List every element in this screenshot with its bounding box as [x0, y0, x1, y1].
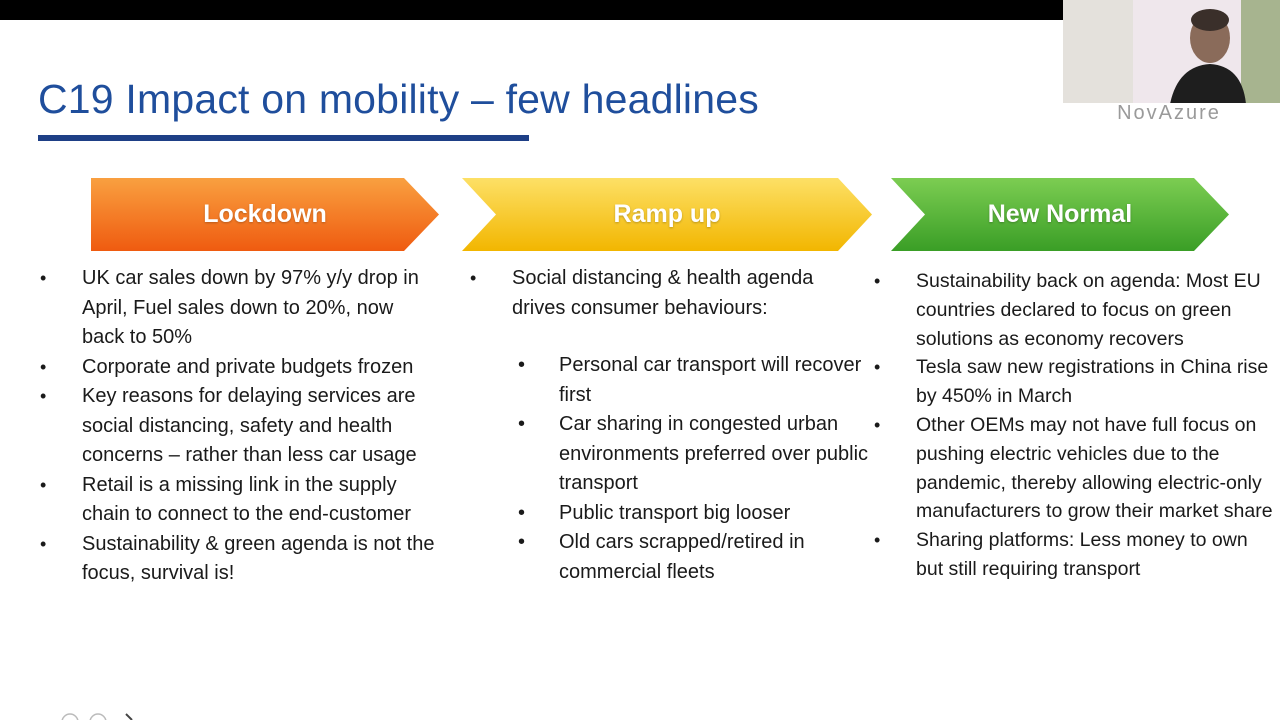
ramp-up-sub-bullet-list: [470, 351, 870, 587]
phase-label-new-normal: New Normal: [987, 200, 1133, 228]
webcam-wall: [1063, 0, 1143, 103]
list-item: • Corporate and private budgets frozen: [40, 353, 435, 383]
new-normal-bullet-list: [874, 267, 1274, 584]
list-item: [470, 410, 870, 499]
slide-title: C19 Impact on mobility – few headlines: [38, 76, 759, 122]
list-item: • Sustainability & green agenda is not the focus, survival is!: [40, 530, 435, 589]
phase-arrow-lockdown: [91, 178, 439, 251]
webcam-window: [1241, 0, 1280, 103]
list-item-intro: [470, 264, 870, 323]
lockdown-bullet-list: [40, 264, 435, 589]
list-item: • UK car sales down by 97% y/y drop in April, Fuel sales down to 20%, now back to 50%: [40, 264, 435, 353]
list-item: • Key reasons for delaying services are social distancing, safety and health concerns – rather than less car usage: [40, 382, 435, 471]
webcam-video-thumbnail[interactable]: [1063, 0, 1280, 103]
presenter-icon: [1168, 8, 1246, 103]
bullet-icon: •: [518, 531, 526, 553]
intro-text: Social distancing & health agenda drives consumer behaviours:: [512, 267, 814, 319]
phase-arrow-new-normal: [891, 178, 1229, 251]
phase-arrow-ramp-up: [462, 178, 872, 251]
brand-logo-text: NovAzure: [1117, 102, 1221, 124]
list-item: • Other OEMs may not have full focus on pushing electric vehicles due to the pandemic, thereby allowing electric-only manufacturers to grow their market share: [874, 411, 1274, 526]
ramp-up-bullet-list: [470, 264, 870, 323]
bullet-icon: •: [518, 501, 526, 524]
list-item: • Tesla saw new registrations in China rise by 450% in March: [874, 353, 1274, 411]
zoom-tool-icon: [90, 714, 106, 720]
list-item: • Sharing platforms: Less money to own but still requiring transport: [874, 526, 1274, 584]
phase-label-lockdown: Lockdown: [203, 200, 327, 228]
slide-toolbar[interactable]: [0, 708, 160, 720]
list-item: • Retail is a missing link in the supply chain to connect to the end-customer: [40, 471, 435, 530]
list-item: [470, 499, 870, 529]
next-arrow-icon: [126, 714, 132, 720]
list-item: [470, 528, 870, 587]
bullet-icon: •: [518, 413, 526, 435]
list-item-text: Public transport big looser: [559, 501, 791, 524]
list-item: [470, 351, 870, 410]
phase-label-ramp-up: Ramp up: [613, 200, 721, 228]
list-item-text: Personal car transport will recover first: [559, 354, 862, 406]
list-item: • Sustainability back on agenda: Most EU countries declared to focus on green solutions as economy recovers: [874, 267, 1274, 353]
bullet-icon: •: [518, 354, 526, 376]
list-item-text: Car sharing in congested urban environments preferred over public transport: [559, 413, 869, 494]
pointer-tool-icon: [62, 714, 78, 720]
title-underline: [38, 135, 529, 141]
list-item-text: Old cars scrapped/retired in commercial fleets: [559, 531, 805, 583]
